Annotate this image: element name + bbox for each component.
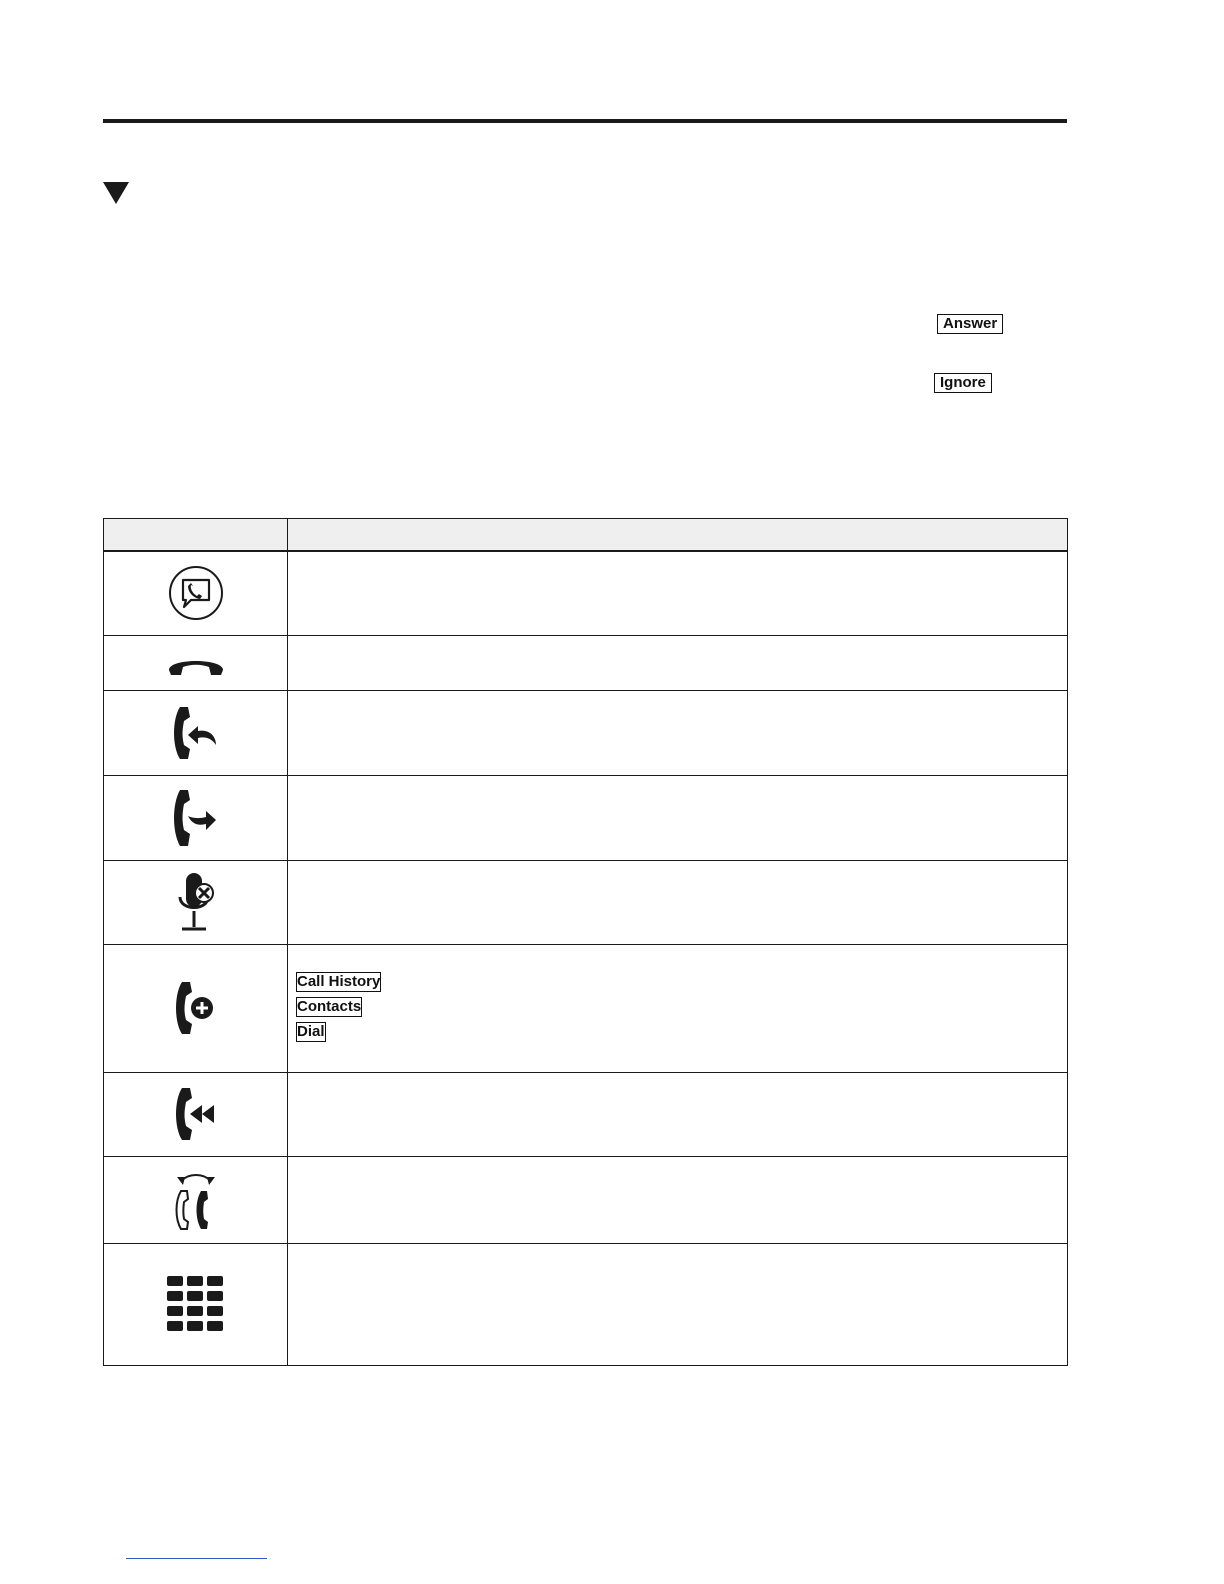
description-cell (288, 775, 1068, 860)
icon-column-header (104, 519, 288, 552)
table-row (104, 1243, 1068, 1365)
keypad-icon (167, 1295, 225, 1312)
footer-link-underline[interactable] (126, 1558, 267, 1559)
description-cell (288, 944, 1068, 1072)
swap-calls-icon (171, 1191, 221, 1208)
icon-cell (104, 944, 288, 1072)
ignore-key[interactable]: Ignore (934, 373, 992, 393)
table-row (104, 551, 1068, 635)
description-cell (288, 1156, 1068, 1243)
table-row (104, 860, 1068, 944)
table-row (104, 635, 1068, 690)
dial-key[interactable]: Dial (297, 1022, 325, 1040)
table-row (104, 775, 1068, 860)
section-rule (103, 119, 1067, 123)
description-column-header (288, 519, 1068, 552)
icon-cell (104, 1156, 288, 1243)
icon-cell (104, 690, 288, 775)
description-cell (288, 1072, 1068, 1156)
call-history-key[interactable]: Call History (297, 972, 381, 990)
call-message-icon (167, 584, 225, 601)
section-triangle-marker (103, 182, 129, 204)
table-row (104, 944, 1068, 1072)
call-return-icon (170, 724, 222, 741)
icon-cell (104, 551, 288, 635)
description-cell (288, 1243, 1068, 1365)
description-cell (288, 690, 1068, 775)
answer-key[interactable]: Answer (937, 314, 1003, 334)
mute-microphone-icon (176, 893, 216, 910)
table-header-row (104, 519, 1068, 552)
icon-cell (104, 1072, 288, 1156)
table-row (104, 1072, 1068, 1156)
icon-cell (104, 775, 288, 860)
description-cell (288, 635, 1068, 690)
icon-cell (104, 860, 288, 944)
description-cell (288, 860, 1068, 944)
call-forward-icon (170, 809, 222, 826)
description-cell (288, 551, 1068, 635)
call-functions-table (103, 518, 1068, 1366)
hang-up-icon (165, 654, 227, 671)
contacts-key[interactable]: Contacts (297, 997, 362, 1015)
call-back-double-arrow-icon (172, 1105, 220, 1122)
icon-cell (104, 635, 288, 690)
table-row (104, 1156, 1068, 1243)
table-row (104, 690, 1068, 775)
icon-cell (104, 1243, 288, 1365)
add-call-icon (172, 999, 220, 1016)
add-call-options (296, 972, 1067, 1042)
